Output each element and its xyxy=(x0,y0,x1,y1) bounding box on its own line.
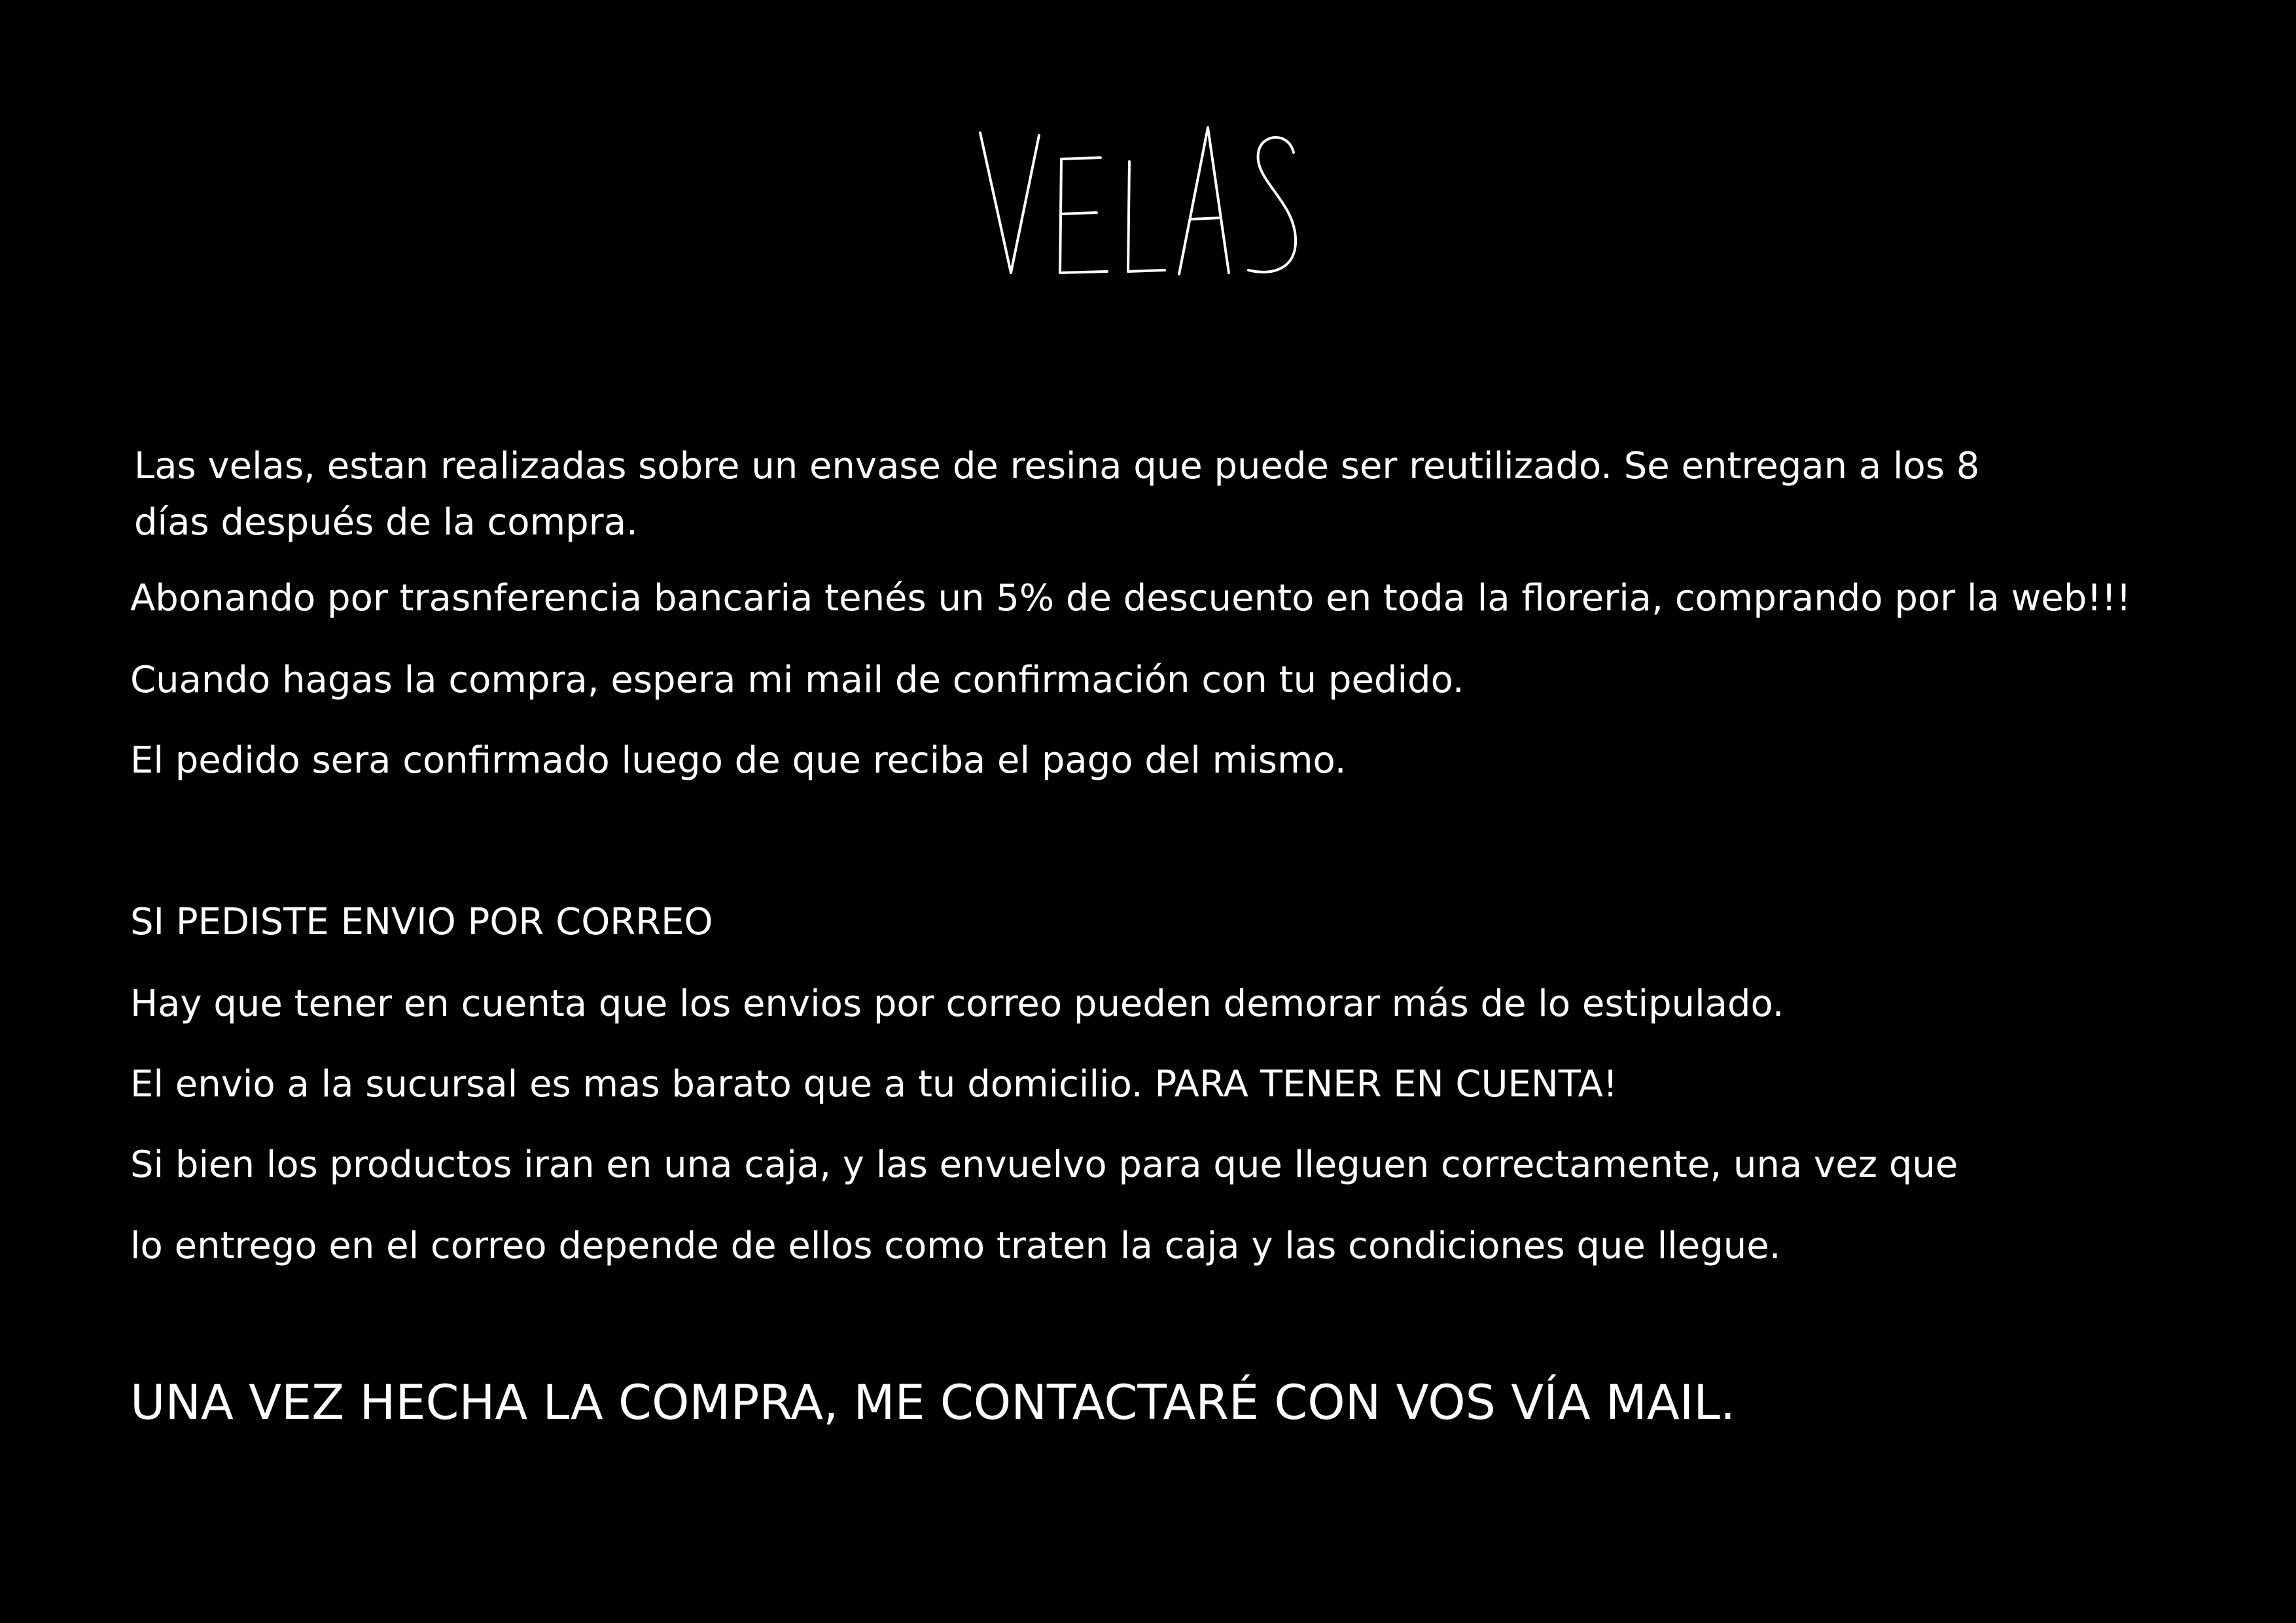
confirmation-paragraph: Cuando hagas la compra, espera mi mail de confirmación con tu pedido. xyxy=(130,659,1464,701)
closing-statement: UNA VEZ HECHA LA COMPRA, ME CONTACTARÉ CON VOS VÍA MAIL. xyxy=(130,1375,1736,1431)
shipping-heading: SI PEDISTE ENVIO POR CORREO xyxy=(130,901,713,943)
handwritten-title-logo xyxy=(968,121,1309,285)
shipping-line: lo entrego en el correo depende de ellos como traten la caja y las condiciones que llegue. xyxy=(130,1225,1781,1267)
shipping-line: Si bien los productos iran en una caja, y las envuelvo para que lleguen correctamente, una vez que xyxy=(130,1143,1958,1186)
shipping-line: Hay que tener en cuenta que los envios por correo pueden demorar más de lo estipulado. xyxy=(130,983,1784,1025)
intro-paragraph: Las velas, estan realizadas sobre un envase de resina que puede ser reutilizado. Se entregan a los 8 días después de la compra. xyxy=(134,445,1980,544)
shipping-line: El envio a la sucursal es mas barato que a tu domicilio. PARA TENER EN CUENTA! xyxy=(130,1063,1618,1106)
page-title xyxy=(968,121,1309,285)
discount-paragraph: Abonando por trasnferencia bancaria tenés un 5% de descuento en toda la floreria, comprando por la web!!! xyxy=(130,577,2131,620)
payment-paragraph: El pedido sera confirmado luego de que reciba el pago del mismo. xyxy=(130,739,1347,782)
